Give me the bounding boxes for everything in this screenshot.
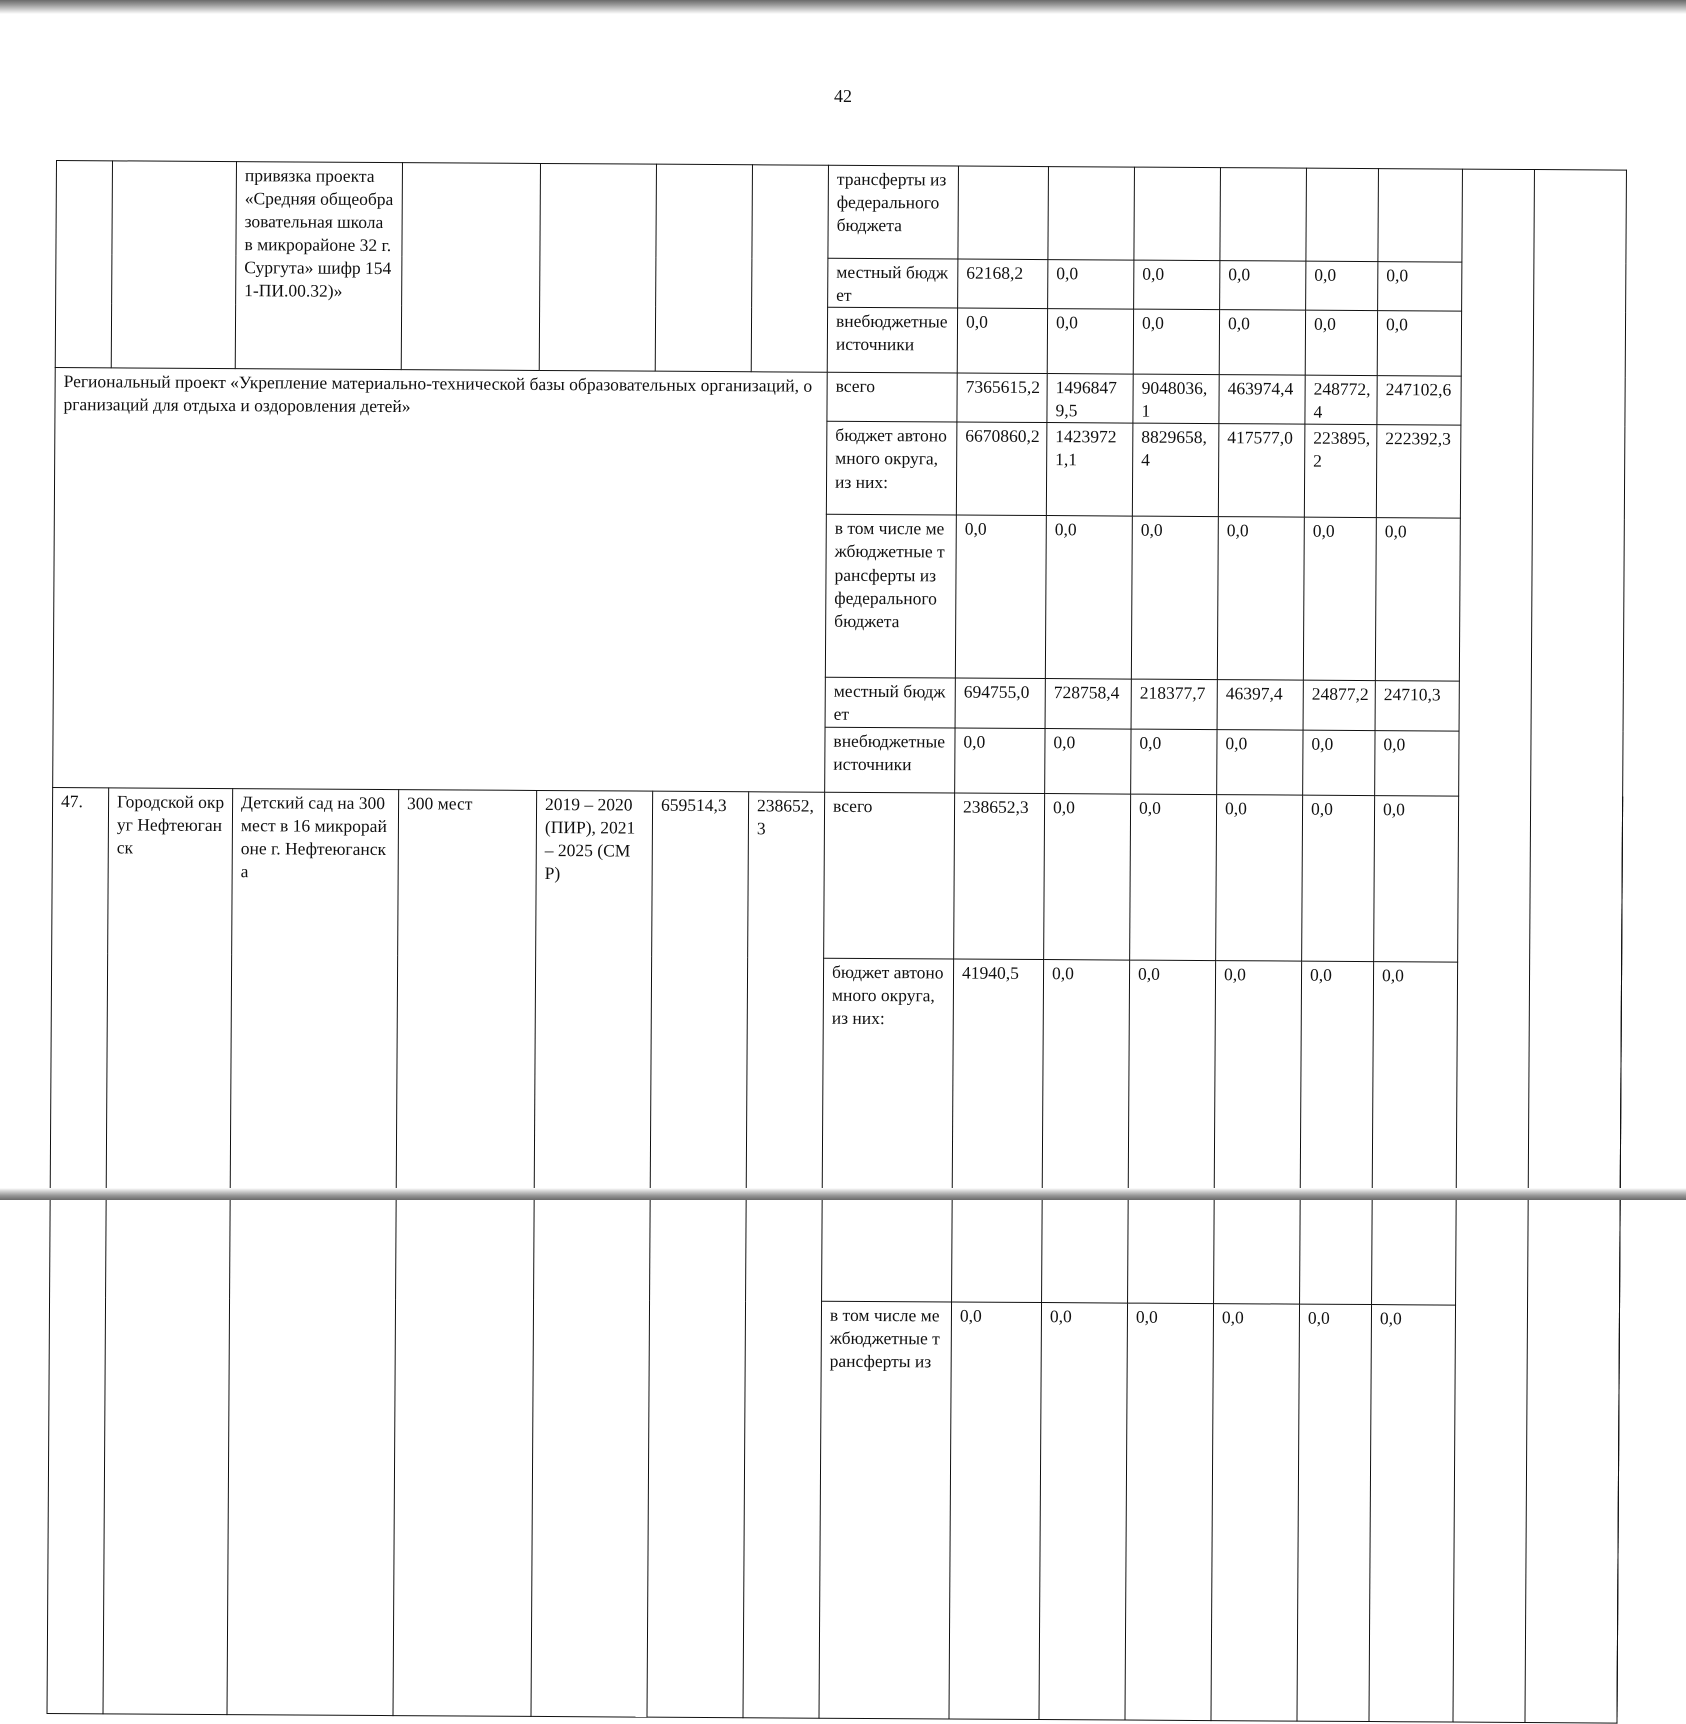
num-cell-empty xyxy=(55,161,112,369)
value-cell: 41940,5 xyxy=(952,959,1044,1303)
period: 2019 – 2020 (ПИР), 2021 – 2025 (СМР) xyxy=(531,790,653,1717)
value-cell xyxy=(1220,168,1307,262)
value-cell xyxy=(958,166,1049,260)
capacity-cell-empty xyxy=(401,163,540,371)
funding-source: внебюджетные источники xyxy=(827,307,957,373)
value-cell: 223895,2 xyxy=(1304,425,1377,518)
municipality: Городской округ Нефтеюганск xyxy=(103,787,233,1714)
value-cell: 0,0 xyxy=(1214,960,1302,1304)
value-cell: 222392,3 xyxy=(1376,425,1461,519)
value-cell: 0,0 xyxy=(1305,310,1377,375)
value-cell: 0,0 xyxy=(1375,518,1460,682)
value-cell: 0,0 xyxy=(1130,794,1217,961)
value-cell: 0,0 xyxy=(955,728,1045,794)
value-cell: 694755,0 xyxy=(955,678,1045,728)
value-cell: 0,0 xyxy=(1220,261,1306,311)
value-cell: 0,0 xyxy=(1042,959,1130,1303)
table-row xyxy=(56,161,1627,264)
value-cell: 0,0 xyxy=(1217,517,1304,681)
value-cell xyxy=(1378,169,1463,263)
value-cell: 417577,0 xyxy=(1218,424,1305,518)
value-cell: 0,0 xyxy=(1303,518,1376,681)
capacity: 300 мест xyxy=(393,789,537,1717)
value-cell: 0,0 xyxy=(1372,961,1458,1305)
value-cell: 463974,4 xyxy=(1219,375,1305,425)
customer-cell-empty xyxy=(1525,170,1626,1724)
remaining-cost: 238652,3 xyxy=(743,791,825,1718)
page-number: 42 xyxy=(834,86,852,106)
funding-source: местный бюджет xyxy=(825,678,955,728)
period-cell-empty xyxy=(539,163,656,371)
value-cell: 728758,4 xyxy=(1045,679,1131,729)
value-cell xyxy=(1048,167,1135,261)
municipality-cell-empty xyxy=(111,161,236,369)
value-cell: 0,0 xyxy=(1219,310,1305,376)
table-row xyxy=(52,787,1623,963)
value-cell: 0,0 xyxy=(1374,795,1459,962)
value-cell: 0,0 xyxy=(957,308,1047,374)
value-cell: 0,0 xyxy=(1377,311,1461,377)
value-cell xyxy=(1134,167,1221,261)
funding-source: в том числе межбюджетные трансферты из xyxy=(819,1301,952,1719)
value-cell: 0,0 xyxy=(1133,309,1219,375)
value-cell: 0,0 xyxy=(1375,730,1459,796)
value-cell: 0,0 xyxy=(1306,261,1378,311)
funding-source: бюджет автономного округа, из них: xyxy=(822,958,954,1302)
value-cell: 0,0 xyxy=(1297,1304,1372,1722)
value-cell: 0,0 xyxy=(1369,1305,1456,1723)
funding-source: внебюджетные источники xyxy=(825,727,955,793)
funding-source: всего xyxy=(827,372,957,422)
value-cell: 0,0 xyxy=(1125,1303,1214,1721)
value-cell: 0,0 xyxy=(1217,729,1303,795)
form-cell-empty xyxy=(1453,169,1534,1723)
value-cell: 24877,2 xyxy=(1303,681,1375,731)
value-cell: 0,0 xyxy=(1044,793,1131,960)
value-cell: 238652,3 xyxy=(954,793,1045,960)
value-cell: 14239721,1 xyxy=(1046,423,1133,517)
value-cell: 0,0 xyxy=(1302,795,1375,962)
value-cell: 247102,6 xyxy=(1377,376,1461,426)
value-cell: 0,0 xyxy=(1300,961,1374,1305)
estimated-cost-cell-empty xyxy=(655,164,752,372)
value-cell: 0,0 xyxy=(1128,960,1216,1304)
value-cell: 62168,2 xyxy=(958,259,1048,309)
object-name: Детский сад на 300 мест в 16 микрорайоне г. Нефтеюганска xyxy=(227,788,399,1716)
investment-table xyxy=(47,160,1627,1724)
funding-source: всего xyxy=(824,792,955,959)
row-number: 47. xyxy=(47,787,109,1714)
value-cell: 6670860,2 xyxy=(956,422,1047,516)
value-cell: 0,0 xyxy=(955,515,1046,679)
value-cell: 24710,3 xyxy=(1375,681,1459,731)
value-cell: 0,0 xyxy=(1211,1304,1300,1722)
funding-source: трансферты из федерального бюджета xyxy=(828,165,959,259)
funding-source: бюджет автономного округа, из них: xyxy=(826,422,957,516)
remaining-cost-cell-empty xyxy=(751,165,828,373)
value-cell: 0,0 xyxy=(1045,516,1132,680)
estimated-cost: 659514,3 xyxy=(647,791,749,1718)
value-cell xyxy=(1306,168,1379,261)
value-cell: 0,0 xyxy=(1039,1303,1128,1721)
value-cell: 14968479,5 xyxy=(1047,374,1133,424)
value-cell: 0,0 xyxy=(1047,309,1133,375)
object-name: привязка проекта «Средняя общеобразовательная школа в микрорайоне 32 г. Сургута» шифр 1541-ПИ.00.32)» xyxy=(235,162,402,370)
value-cell: 0,0 xyxy=(1216,794,1303,961)
value-cell: 0,0 xyxy=(1303,730,1375,795)
funding-source: местный бюджет xyxy=(828,258,958,308)
regional-project-title: Региональный проект «Укрепление материально-технической базы образовательных организаций, организаций для отдыха и оздоровления детей» xyxy=(53,368,828,792)
scan-edge-bottom xyxy=(0,1188,1686,1200)
value-cell: 0,0 xyxy=(1048,260,1134,310)
value-cell: 46397,4 xyxy=(1217,680,1303,730)
value-cell: 218377,7 xyxy=(1131,679,1217,729)
value-cell: 0,0 xyxy=(1131,729,1217,795)
value-cell: 0,0 xyxy=(1134,260,1220,310)
value-cell: 7365615,2 xyxy=(957,373,1047,423)
value-cell: 0,0 xyxy=(949,1302,1042,1720)
value-cell: 0,0 xyxy=(1131,516,1218,680)
value-cell: 248772,4 xyxy=(1305,375,1377,425)
value-cell: 9048036,1 xyxy=(1133,374,1219,424)
value-cell: 0,0 xyxy=(1045,728,1131,794)
scan-edge-top xyxy=(0,0,1686,14)
value-cell: 0,0 xyxy=(1378,262,1462,312)
value-cell: 8829658,4 xyxy=(1132,423,1219,517)
table-row xyxy=(55,368,1625,427)
funding-source: в том числе межбюджетные трансферты из федерального бюджета xyxy=(825,515,956,679)
